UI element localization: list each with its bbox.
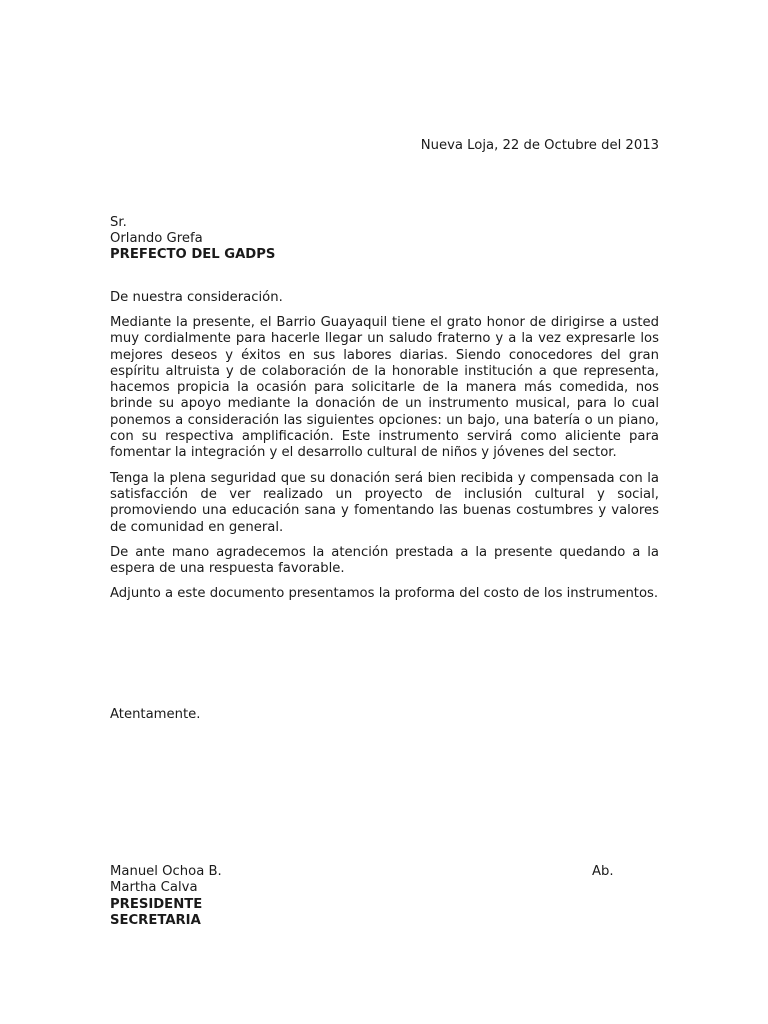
- letter-body: [110, 315, 659, 612]
- recipient-position: PREFECTO DEL GADPS: [110, 247, 276, 262]
- recipient-name: Orlando Grefa: [110, 231, 203, 246]
- body-paragraph: Tenga la plena seguridad que su donación será bien recibida y compensada con la satisfacción de ver realizado un proyecto de inclusión cultural y social, promoviendo una educación sana y fomentando las buenas costumbres y valores de comunidad en general.: [110, 470, 659, 535]
- signature-title-right: Ab.: [592, 864, 614, 879]
- recipient-title: Sr.: [110, 215, 127, 230]
- signature-block: [110, 864, 659, 929]
- signature-name-1: Manuel Ochoa B.: [110, 864, 222, 879]
- signature-name-2: Martha Calva: [110, 880, 198, 896]
- letter-date: Nueva Loja, 22 de Octubre del 2013: [420, 138, 659, 153]
- signature-role-2: SECRETARIA: [110, 912, 201, 928]
- closing: Atentamente.: [110, 707, 201, 722]
- body-paragraph: De ante mano agradecemos la atención prestada a la presente quedando a la espera de una respuesta favorable.: [110, 544, 659, 577]
- body-paragraph: Mediante la presente, el Barrio Guayaquil tiene el grato honor de dirigirse a usted muy cordialmente para hacerle llegar un saludo fraterno y a la vez expresarle los mejores deseos y éxitos en sus labores diarias. Siendo conocedores del gran espíritu altruista y de colaboración de la honorable institución a que representa, hacemos propicia la ocasión para solicitarle de la manera más comedida, nos brinde su apoyo mediante la donación de un instrumento musical, para lo cual ponemos a consideración las siguientes opciones: un bajo, una batería o un piano, con su respectiva amplificación. Este instrumento servirá como aliciente para fomentar la integración y el desarrollo cultural de niños y jóvenes del sector.: [110, 315, 659, 461]
- recipient-block: [110, 215, 659, 263]
- body-paragraph: Adjunto a este documento presentamos la proforma del costo de los instrumentos.: [110, 586, 659, 602]
- salutation: De nuestra consideración.: [110, 290, 283, 305]
- signature-role-1: PRESIDENTE: [110, 896, 203, 912]
